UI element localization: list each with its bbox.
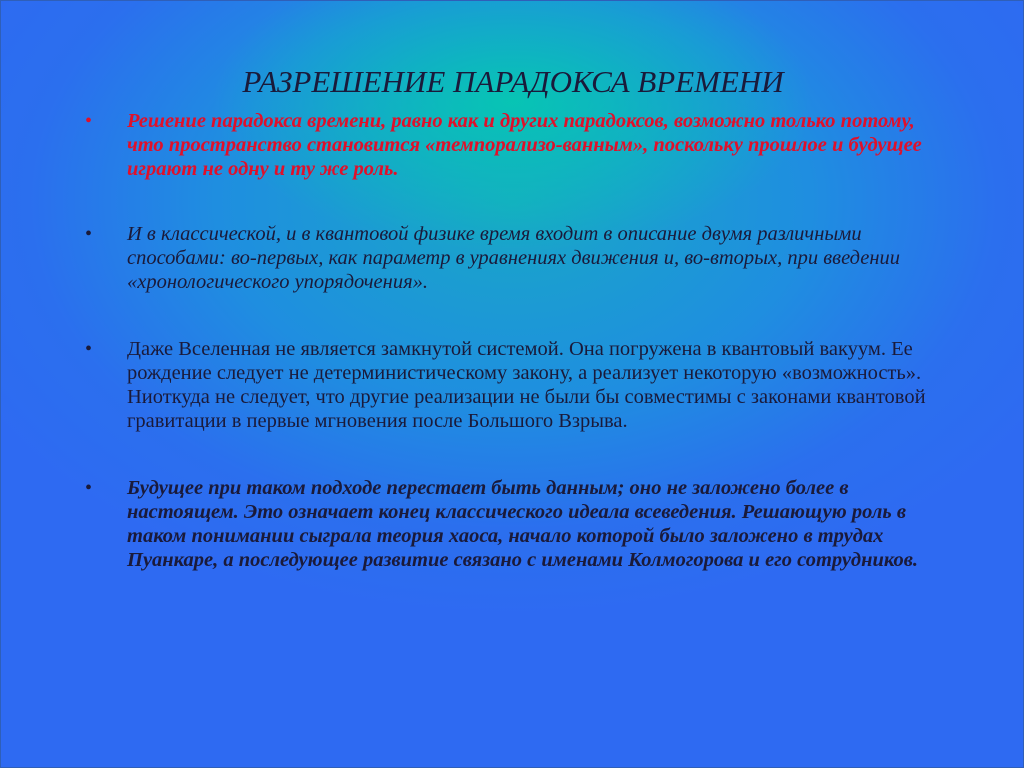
bullet-marker-icon: • xyxy=(85,477,93,499)
bullet-item-4 xyxy=(85,476,947,572)
bullet-marker-icon: • xyxy=(85,110,93,132)
bullet-text-1: Решение парадокса времени, равно как и других парадоксов, возможно только потому, что пространство становится «темпорализо-ванным», поскольку прошлое и будущее играют не одну и ту же роль. xyxy=(127,110,922,180)
slide-title: РАЗРЕШЕНИЕ ПАРАДОКСА ВРЕМЕНИ xyxy=(242,64,784,99)
bullet-marker-icon: • xyxy=(85,223,93,245)
bullet-marker-icon: • xyxy=(85,338,93,360)
bullet-item-3 xyxy=(85,337,947,433)
bullet-text-2: И в классической, и в квантовой физике время входит в описание двумя различными способами: во-первых, как параметр в уравнениях движения и, во-вторых, при введении «хронологического упорядочения». xyxy=(127,223,901,293)
bullet-item-2 xyxy=(85,222,947,294)
bullet-list xyxy=(85,109,947,572)
bullet-text-3: Даже Вселенная не является замкнутой системой. Она погружена в квантовый вакуум. Ее рождение следует не детерминистическому закону, а реализует некоторую «возможность». Ниоткуда не следует, что другие реализации не были бы совместимы с законами квантовой гравитации в первые мгновения после Большого Взрыва. xyxy=(127,338,926,432)
bullet-text-4: Будущее при таком подходе перестает быть данным; оно не заложено более в настоящем. Это означает конец классического идеала всеведения. Решающую роль в таком понимании сыграла теория хаоса, начало которой было заложено в трудах Пуанкаре, а последующее развитие связано с именами Колмогорова и его сотрудников. xyxy=(127,477,919,571)
bullet-item-1 xyxy=(85,109,947,181)
